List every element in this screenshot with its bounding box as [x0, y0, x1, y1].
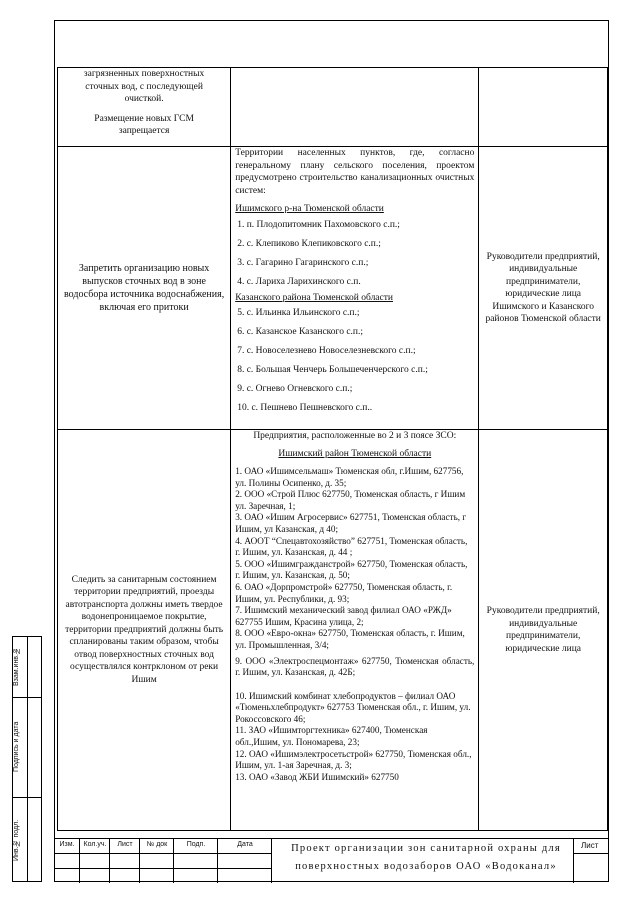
measure-cell	[58, 430, 231, 831]
list-item: 4. с. Лариха Ларихинского с.п.	[237, 276, 361, 287]
table-row	[58, 430, 608, 831]
responsible-text: Руководители предприятий, индивидуальные предприниматели, юридические лица Ишимского и Казанского районов Тюменской области	[485, 251, 601, 324]
list-item: 2. ООО «Строй Плюс 627750, Тюменская область, г Ишим ул. Заречная, 1;	[235, 489, 466, 511]
list-item: 4. АООТ “Спецавтохозяйство” 627751, Тюменская область, г. Ишим, ул. Казанская, д. 44 ;	[235, 535, 468, 558]
district-heading: Ишимский район Тюменской области	[278, 448, 432, 459]
title-block	[54, 838, 609, 882]
list-item: 7. Ишимский механический завод филиал ОАО «РЖД» 627755 Ишим, Красина улица, 2;	[235, 605, 452, 627]
header-izm: Изм.	[59, 841, 75, 848]
measure-text: Запретить организацию новых выпусков сточных вод в зоне водосбора источника водоснабжения, включая его притоки	[63, 263, 225, 313]
header-date: Дата	[237, 841, 253, 848]
measure-line: очисткой.	[124, 94, 164, 104]
list-item: 8. ООО «Евро-окна» 627750, Тюменская область, г. Ишим, ул. Промышленная, 3/4;	[235, 628, 465, 650]
list-item: 10. с. Пешнево Пешневского с.п..	[237, 403, 373, 413]
side-stamp-divider	[27, 637, 28, 881]
list-item: 9. ООО «Электроспецмонтаж» 627750, Тюменская область, г. Ишим, ул. Казанская, д. 42Б;	[235, 655, 475, 678]
side-stamp-line	[13, 697, 41, 698]
list-item: 6. с. Казанское Казанского с.п.;	[237, 327, 364, 337]
objects-intro: Территории населенных пунктов, где, согласно генеральному плану сельского поселения, проектом предусмотрено строительство канализационных очистных систем:	[235, 148, 475, 196]
responsible-cell	[479, 147, 608, 430]
list-item: 1. ОАО «Ишимсельмаш» Тюменская обл, г.Ишим, 627756, ул. Полины Осипенко, д. 35;	[235, 466, 464, 488]
measure-line: Размещение новых ГСМ	[94, 113, 194, 124]
header-doc-no: № док	[146, 841, 168, 848]
list-item: 2. с. Клепиково Клепиковского с.п.;	[237, 238, 381, 249]
list-item: 11. ЗАО «Ишимторгтехника» 627400, Тюменская обл.,Ишим, ул. Пономарева, 23;	[235, 725, 428, 748]
sign-date-label: Подпись и дата	[13, 721, 20, 773]
title-block-line	[574, 853, 609, 854]
list-item: 8. с. Большая Ченчерь Большеченчерского с.п.;	[237, 365, 428, 375]
list-item: 13. ОАО «Завод ЖБИ Ишимский» 627750	[235, 771, 399, 782]
district-heading: Казанского района Тюменской области	[235, 292, 393, 303]
title-line: Проект организации зон санитарной охраны для	[291, 843, 561, 854]
measure-cell	[58, 147, 231, 430]
objects-cell	[231, 430, 479, 831]
table-row	[58, 68, 608, 147]
measure-line: загрязненных поверхностных	[83, 69, 205, 79]
title-block-line	[54, 853, 272, 854]
objects-cell	[231, 68, 479, 147]
document-title	[276, 840, 576, 876]
table-row	[58, 147, 608, 430]
measures-table	[57, 67, 608, 831]
side-stamp	[12, 636, 42, 882]
measure-text: Следить за санитарным состоянием территории предприятий, проезды автотранспорта должны иметь твердое водонепроницаемое покрытие, территории предприятий должны быть спланированы таким образом, чтобы отвод поверхностных сточных вод осуществлялся контрклоном от реки Ишим	[65, 574, 224, 685]
sheet-label: Лист	[581, 841, 599, 850]
enterprises-heading: Предприятия, расположенные во 2 и 3 поясе ЗСО:	[253, 431, 457, 441]
list-item: 3. ОАО «Ишим Агросервис» 627751, Тюменская область, г Ишим, ул Казанская, д 40;	[235, 512, 467, 534]
responsible-text: Руководители предприятий, индивидуальные предприниматели, юридические лица	[486, 606, 600, 654]
responsible-cell	[479, 68, 608, 147]
list-item: 10. Ишимский комбинат хлебопродуктов – филиал ОАО «Тюменьхлебпродукт» 627753 Тюменская обл., г. Ишим, ул. Рокоссовского 46;	[235, 690, 471, 724]
measure-line: сточных вод, с последующей	[85, 81, 203, 92]
header-list: Лист	[117, 841, 133, 848]
measure-line: запрещается	[118, 126, 170, 136]
inv-orig-label: Инв.№ подл.	[13, 819, 20, 861]
list-item: 5. ООО «Ишимгражданстрой» 627750, Тюменская область, г. Ишим, ул. Казанская, д. 50;	[235, 558, 468, 581]
responsible-cell	[479, 430, 608, 831]
list-item: 9. с. Огнево Огневского с.п.;	[237, 384, 353, 394]
title-block-line	[54, 868, 272, 869]
objects-cell	[231, 147, 479, 430]
list-item: 7. с. Новоселезнево Новоселезневского с.п.;	[237, 346, 416, 356]
district-heading: Ишимского р-на Тюменской области	[235, 204, 384, 214]
header-kol-uch: Кол.уч.	[83, 841, 107, 848]
measure-cell	[58, 68, 231, 147]
list-item: 5. с. Ильинка Ильинского с.п.;	[237, 308, 360, 318]
title-line: поверхностных водозаборов ОАО «Водоканал»	[295, 861, 557, 872]
list-item: 1. п. Плодопитомник Пахомовского с.п.;	[237, 219, 400, 230]
side-stamp-line	[13, 797, 41, 798]
list-item: 6. ОАО «Дорпромстрой» 627750, Тюменская область, г. Ишим, ул. Республики, д. 93;	[235, 581, 453, 604]
inv-sub-label: Взам.инв.№	[13, 647, 20, 687]
header-sign: Подп.	[186, 841, 206, 848]
list-item: 12. ОАО «Ишимэлектросетьстрой» 627750, Тюменская обл., Ишим, ул. 1-ая Заречная, д. 3;	[235, 748, 472, 771]
list-item: 3. с. Гагарино Гагаринского с.п.;	[237, 257, 369, 268]
